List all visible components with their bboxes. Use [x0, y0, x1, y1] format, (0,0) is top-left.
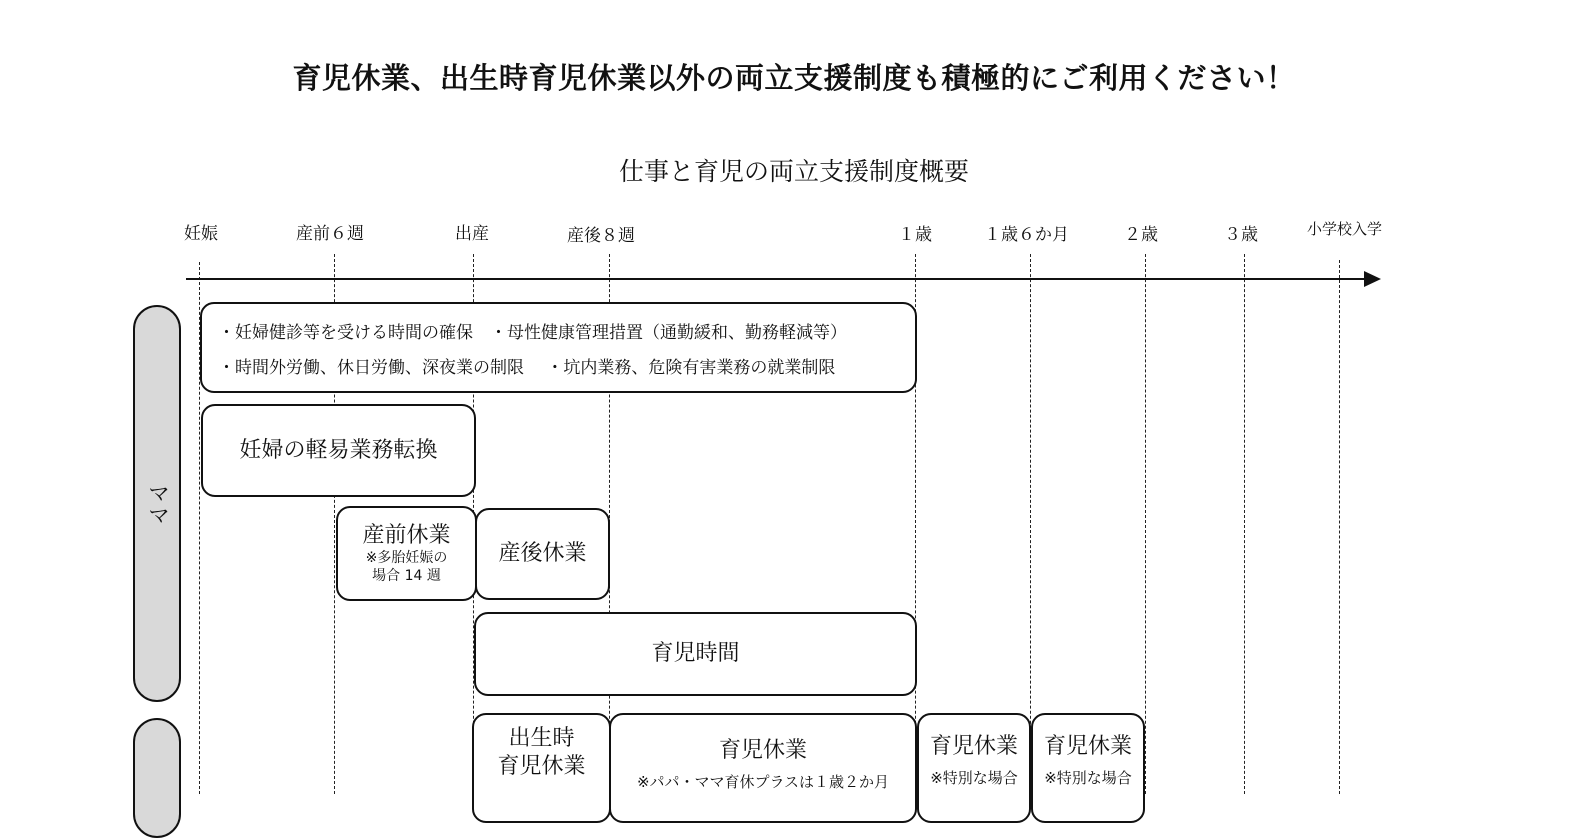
tick-3y: ３歳	[1224, 225, 1258, 245]
prenatal-leave-note-2: 場合 14 週	[372, 568, 441, 585]
childcare-leave-label: 育児休業	[718, 738, 807, 763]
childcare-leave-extension-1-label: 育児休業	[929, 734, 1018, 759]
childcare-leave-extension-1-box	[917, 713, 1031, 823]
page-title: 育児休業、出生時育児休業以外の両立支援制度も積極的にご利用ください！	[292, 61, 1296, 95]
maternity-protection-line-1: ・妊婦健診等を受ける時間の確保 ・母性健康管理措置（通勤緩和、勤務軽減等）	[218, 322, 847, 343]
childcare-leave-extension-2-note: ※特別な場合	[1044, 768, 1132, 787]
childcare-leave-extension-2-label: 育児休業	[1043, 734, 1132, 759]
light-work-transfer-label: 妊婦の軽易業務転換	[239, 437, 438, 463]
prenatal-leave-label: 産前休業	[362, 522, 451, 548]
postnatal-leave-box	[475, 508, 610, 600]
timeline-axis	[186, 278, 1366, 280]
guide-2y	[1145, 254, 1146, 794]
tick-postnatal-8w: 産後８週	[567, 226, 635, 246]
childcare-leave-extension-1-note: ※特別な場合	[930, 768, 1018, 787]
prenatal-leave-note-1: ※多胎妊娠の	[365, 550, 448, 567]
diagram-subtitle: 仕事と育児の両立支援制度概要	[618, 157, 969, 186]
prenatal-leave-box	[336, 506, 477, 601]
mama-label-pill	[133, 305, 181, 702]
tick-pregnancy: 妊娠	[184, 224, 218, 244]
timeline-arrow-head	[1364, 271, 1381, 287]
childcare-leave-box	[609, 713, 917, 823]
guide-elementary-school	[1339, 260, 1340, 794]
tick-prenatal-6w: 産前６週	[296, 224, 364, 244]
childcare-time-box	[474, 612, 917, 696]
maternity-protection-box	[200, 302, 917, 393]
birth-childcare-leave-label-1: 出生時	[508, 726, 575, 751]
birth-childcare-leave-label-2: 育児休業	[497, 753, 586, 779]
mama-label: ママ	[144, 481, 170, 526]
birth-childcare-leave-box	[472, 713, 611, 823]
tick-1y: １歳	[898, 225, 932, 245]
tick-birth: 出産	[455, 224, 489, 244]
postnatal-leave-label: 産後休業	[498, 541, 587, 567]
guide-1y6m	[1030, 254, 1031, 794]
childcare-leave-note: ※パパ・ママ育休プラスは１歳２か月	[636, 772, 890, 791]
tick-elementary-school: 小学校入学	[1307, 220, 1383, 238]
guide-3y	[1244, 254, 1245, 794]
tick-2y: ２歳	[1124, 225, 1158, 245]
papa-label-pill	[133, 718, 181, 838]
maternity-protection-line-2: ・時間外労働、休日労働、深夜業の制限 ・坑内業務、危険有害業務の就業制限	[218, 357, 836, 378]
childcare-time-label: 育児時間	[651, 641, 740, 667]
tick-1y6m: １歳６か月	[984, 225, 1069, 245]
light-work-transfer-box	[201, 404, 476, 497]
childcare-leave-extension-2-box	[1031, 713, 1145, 823]
